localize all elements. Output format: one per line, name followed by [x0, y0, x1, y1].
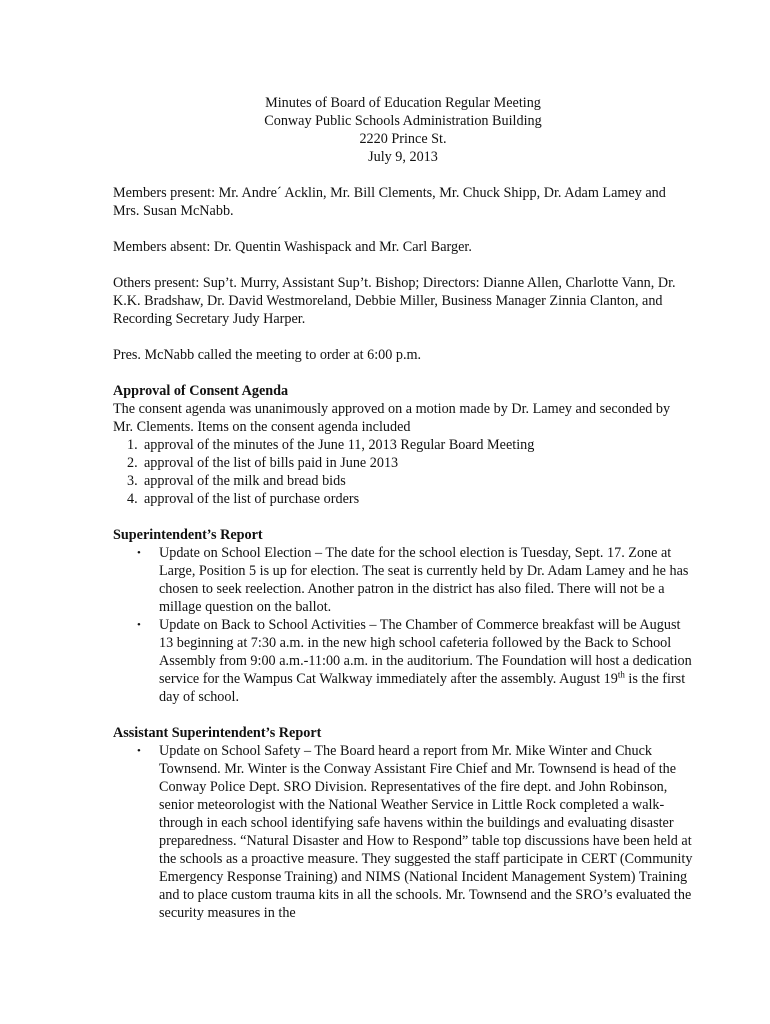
- list-item: [113, 742, 693, 922]
- call-to-order: Pres. McNabb called the meeting to order at 6:00 p.m.: [113, 347, 422, 363]
- document-header: [113, 94, 693, 166]
- spacer: [113, 508, 693, 526]
- list-item-text: approval of the milk and bread bids: [144, 473, 346, 489]
- list-item-text: approval of the list of purchase orders: [144, 491, 360, 507]
- consent-agenda-intro: The consent agenda was unanimously approved on a motion made by Dr. Lamey and seconded by Mr. Clements. Items on the consent agenda included: [113, 401, 671, 435]
- header-title: Minutes of Board of Education Regular Meeting: [265, 95, 541, 111]
- ordinal-suffix: th: [617, 669, 625, 680]
- list-item-text: Update on Back to School Activities – The Chamber of Commerce breakfast will be August 13 beginning at 7:30 a.m. in the new high school cafeteria followed by the Back to School Assembly from 9:00 a.m.-11:00 a.m. in the auditorium. The Foundation will host a dedication service for the Wampus Cat Walkway immediately after the assembly. August 19: [159, 617, 692, 687]
- spacer: [113, 166, 693, 184]
- list-item: [113, 544, 693, 616]
- list-item: [113, 490, 693, 508]
- superintendent-report-list: [113, 544, 693, 706]
- header-address: 2220 Prince St.: [359, 131, 447, 147]
- list-item: [113, 616, 693, 706]
- list-item: [113, 454, 693, 472]
- list-item-text: Update on School Election – The date for the school election is Tuesday, Sept. 17. Zone at Large, Position 5 is up for election. The seat is currently held by Dr. Adam Lamey and he has chosen to seek reelection. Another patron in the district has also filed. There will not be a millage question on the ballot.: [159, 545, 689, 615]
- document-page: [113, 94, 693, 922]
- list-item-text: approval of the list of bills paid in June 2013: [144, 455, 399, 471]
- header-location: Conway Public Schools Administration Building: [264, 113, 542, 129]
- list-item-text-end: is the first day of school.: [159, 671, 686, 705]
- spacer: [113, 256, 693, 274]
- spacer: [113, 364, 693, 382]
- consent-agenda-section: [113, 382, 693, 508]
- header-date: July 9, 2013: [368, 149, 438, 165]
- list-number: 2.: [127, 455, 138, 471]
- consent-agenda-heading: Approval of Consent Agenda: [113, 383, 289, 399]
- assistant-superintendent-report-section: [113, 724, 693, 922]
- others-present: Others present: Sup’t. Murry, Assistant Sup’t. Bishop; Directors: Dianne Allen, Charlotte Vann, Dr. K.K. Bradshaw, Dr. David Westmoreland, Debbie Miller, Business Manager Zinnia Clanton, and Recording Secretary Judy Harper.: [113, 275, 676, 327]
- bullet-icon: •: [137, 547, 141, 559]
- list-number: 1.: [127, 437, 138, 453]
- spacer: [113, 328, 693, 346]
- list-item-text: Update on School Safety – The Board heard a report from Mr. Mike Winter and Chuck Townsend. Mr. Winter is the Conway Assistant Fire Chief and Mr. Townsend is head of the Conway Police Dept. SRO Division. Representatives of the fire dept. and John Robinson, senior meteorologist with the National Weather Service in Little Rock completed a walk-through in each school identifying safe havens within the buildings and evaluating disaster preparedness. “Natural Disaster and How to Respond” table top discussions have been held at the schools as a proactive measure. They suggested the staff participate in CERT (Community Emergency Response Training) and NIMS (National Incident Management System) Training and to place custom trauma kits in all the schools. Mr. Townsend and the SRO’s evaluated the security measures in the: [159, 743, 693, 921]
- consent-agenda-list: [113, 436, 693, 508]
- superintendent-report-section: [113, 526, 693, 706]
- list-item: [113, 436, 693, 454]
- list-item: [113, 472, 693, 490]
- assistant-superintendent-report-heading: Assistant Superintendent’s Report: [113, 725, 322, 741]
- bullet-icon: •: [137, 745, 141, 757]
- bullet-icon: •: [137, 619, 141, 631]
- list-number: 3.: [127, 473, 138, 489]
- members-absent: Members absent: Dr. Quentin Washispack and Mr. Carl Barger.: [113, 239, 472, 255]
- list-item-text: approval of the minutes of the June 11, 2013 Regular Board Meeting: [144, 437, 535, 453]
- assistant-superintendent-report-list: [113, 742, 693, 922]
- superintendent-report-heading: Superintendent’s Report: [113, 527, 263, 543]
- spacer: [113, 706, 693, 724]
- members-present: Members present: Mr. Andre´ Acklin, Mr. Bill Clements, Mr. Chuck Shipp, Dr. Adam Lamey and Mrs. Susan McNabb.: [113, 185, 666, 219]
- list-number: 4.: [127, 491, 138, 507]
- spacer: [113, 220, 693, 238]
